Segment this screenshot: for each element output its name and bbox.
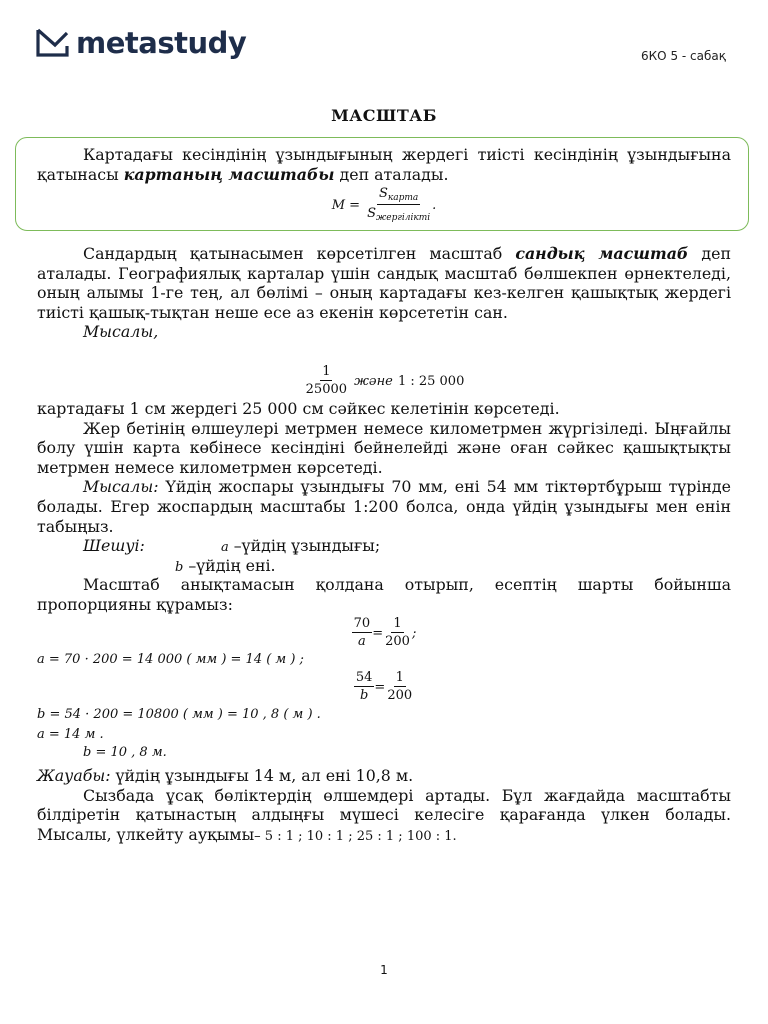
enlargement-ratios: – 5 : 1 ; 10 : 1 ; 25 : 1 ; 100 : 1.: [254, 828, 457, 844]
scale-formula: M = $\frac{S_{карта}}{S_{жергілікті}}$ .: [331, 186, 437, 223]
proportion-2: $\frac{54}{b}$ = $\frac{1}{200}$: [355, 670, 413, 703]
brand-name: metastudy: [76, 26, 247, 60]
definition-term: картаның масштабы: [123, 164, 335, 184]
proportion-1: $\frac{70}{a}$ = $\frac{1}{200}$ ;: [353, 616, 417, 649]
solution-label: Шешуі:: [83, 536, 145, 556]
example-fraction: $\frac{1}{25000}$ және 1 : 25 000: [305, 364, 465, 397]
page-title: МАСШТАБ: [331, 106, 437, 125]
lesson-label: 6КО 5 - сабақ: [641, 49, 726, 63]
calculation-a: a = 70 · 200 = 14 000 ( мм ) = 14 ( м ) ;: [37, 652, 304, 667]
example2-label: Мысалы:: [83, 477, 159, 497]
metastudy-logo: [36, 26, 246, 60]
example-label: Мысалы,: [83, 322, 159, 342]
result-b: b = 10 , 8 м.: [83, 745, 167, 760]
logo-mark-icon: [36, 28, 70, 58]
result-a: a = 14 м .: [37, 727, 104, 742]
answer-label: Жауабы:: [37, 766, 111, 785]
definition-text: Картадағы кесіндінің ұзындығының жердегі тиісті кесіндінің ұзындығына қатынасы картаның масштабы деп аталады.: [37, 145, 731, 184]
paragraph-answer: Жауабы: үйдің ұзындығы 14 м, ал ені 10,8 м. Сызбада ұсақ бөліктердің өлшемдері артады. Бұл жағдайда масштабты білдіретін қатынастың алдыңғы мүшесі келесіге қарағанда үлкен болады. Мысалы, үлкейту ауқымы– 5 : 1 ; 10 : 1 ; 25 : 1 ; 100 : 1.: [37, 766, 731, 844]
numeric-scale-term: сандық масштаб: [515, 244, 689, 263]
paragraph-numeric-scale: Сандардың қатынасымен көрсетілген масштаб сандық масштаб деп аталады. Географиялық карталар үшін сандық масштаб бөлшекпен өрнектеледі, оның алымы 1-ге тең, ал бөлімі – оның картадағы кез-келген қашықтық жердегі тиісті қашық-тықтан неше есе аз екенін көрсететін сан. Мысалы,: [37, 244, 731, 342]
calculation-b: b = 54 · 200 = 10800 ( мм ) = 10 , 8 ( м ) .: [37, 707, 321, 722]
paragraph-body: картадағы 1 см жердегі 25 000 см сәйкес келетінін көрсетеді. Жер бетінің өлшеулері метрмен немесе километрмен жүргізіледі. Ыңғайлы болу үшін карта көбінесе кесіндіні бейнелейді және оған сәйкес қашықтықты метрмен немесе километрмен көрсетеді. Мысалы: Үйдің жоспары ұзындығы 70 мм, ені 54 мм тіктөртбұрыш түрінде болады. Егер жоспардың масштабы 1:200 болса, онда үйдің ұзындығы мен енін табыңыз. Шешуі: a –үйдің ұзындығы; b –үйдің ені. Масштаб анықтамасын қолдана отырып, есептің шарты бойынша пропорцияны құрамыз:: [37, 399, 731, 614]
page-number: 1: [380, 963, 388, 977]
